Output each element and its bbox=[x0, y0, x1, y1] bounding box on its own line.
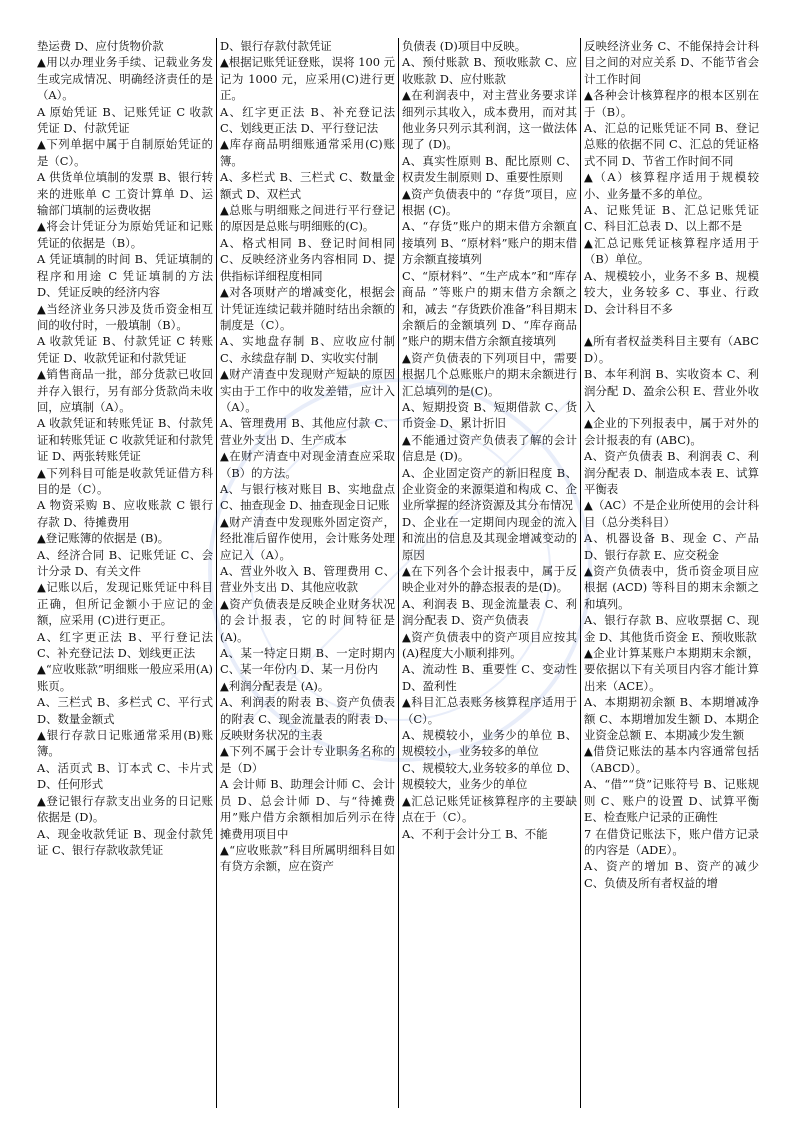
paragraph: A、短期投资 B、短期借款 C、货币资金 D、累计折旧 bbox=[402, 399, 577, 431]
paragraph: A、机器设备 B、现金 C、产品 D、银行存款 E、应交税金 bbox=[584, 531, 759, 562]
paragraph: D、企业在一定期间内现金的流入和流出的信息及其现金增减变动的原因 bbox=[402, 514, 577, 562]
paragraph: A、三栏式 B、多栏式 C、平行式 D、数量金额式 bbox=[37, 695, 213, 726]
paragraph: ▲下列不属于会计专业职务名称的是（D） bbox=[220, 744, 395, 775]
paragraph: ▲资产负债表的下列项目中，需要根据几个总账账户的期末余额进行汇总填列的是(C)。 bbox=[402, 350, 577, 398]
paragraph: ▲用以办理业务手续、记载业务发生或完成情况、明确经济责任的是（A）。 bbox=[37, 55, 213, 103]
paragraph: ▲不能通过资产负债表了解的会计信息是 (D)。 bbox=[402, 432, 577, 464]
paragraph: ▲各种会计核算程序的根本区别在于（B）。 bbox=[584, 88, 759, 119]
paragraph: ▲资产负债表中，货币资金项目应根据 (ACD) 等科目的期末余额之和填列。 bbox=[584, 564, 759, 611]
paragraph: ▲科目汇总表账务核算程序适用于（C）。 bbox=[402, 695, 577, 726]
paragraph: ▲记账以后，发现记账凭证中科目正确，但所记金额小于应记的金额，应采用 (C)进行更正。 bbox=[37, 580, 213, 628]
paragraph: A、与银行核对账目 B、实地盘点 C、抽查现金 D、抽查现金日记账 bbox=[220, 481, 395, 513]
paragraph: ▲总账与明细账之间进行平行登记的原因是总账与明细账的(C)。 bbox=[220, 203, 395, 234]
paragraph: A、企业固定资产的新旧程度 B、企业资金的来源渠道和构成 C、企业所掌握的经济资源及其分布情况 bbox=[402, 465, 577, 513]
paragraph: A、格式相同 B、登记时间相同 C、反映经济业务内容相同 D、提供指标详细程度相同 bbox=[220, 235, 395, 283]
paragraph: 7 在借贷记账法下，账户借方记录的内容是（ADE）。 bbox=[584, 826, 759, 857]
paragraph: A 物资采购 B、应收账款 C 银行存款 D、待摊费用 bbox=[37, 498, 213, 529]
paragraph: ▲登记账簿的依据是 (B)。 bbox=[37, 531, 170, 546]
paragraph: A、预付账款 B、预收账款 C、应收账款 D、应付账款 bbox=[402, 55, 577, 86]
paragraph bbox=[584, 317, 759, 333]
paragraph: A、“存货”账户的期末借方余额直接填列 B、“原材料”账户的期末借方余额直接填列 bbox=[402, 219, 577, 267]
text-column-3 bbox=[398, 38, 580, 1108]
paragraph: A 原始凭证 B、记账凭证 C 收款凭证 D、付款凭证 bbox=[37, 104, 213, 136]
paragraph: A、不利于会计分工 B、不能 bbox=[402, 826, 548, 841]
paragraph: ▲资产负债表中的 “存货”项目，应根据 (C)。 bbox=[402, 186, 577, 218]
paragraph: ▲（AC）不是企业所使用的会计科目（总分类科目） bbox=[584, 498, 759, 529]
paragraph: A、本期期初余额 B、本期增减净额 C、本期增加发生额 D、本期企业资金总额 E、本期减少发生额 bbox=[584, 695, 759, 743]
paragraph: ▲财产清查中发现账外固定资产，经批准后留作使用，会计账务处理应记入（A）。 bbox=[220, 514, 395, 562]
paragraph: ▲企业的下列报表中，属于对外的会计报表的有 (ABC)。 bbox=[584, 416, 759, 447]
paragraph: A、利润表 B、现金流量表 C、利润分配表 D、资产负债表 bbox=[402, 596, 577, 628]
paragraph: C、规模较大,业务较多的单位 D、规模较大，业务少的单位 bbox=[402, 760, 577, 792]
paragraph: A、“借”“贷”记账符号 B、记账规则 C、账户的设置 D、试算平衡 E、检查账户记录的正确性 bbox=[584, 777, 759, 825]
paragraph: A、真实性原则 B、配比原则 C、权责发生制原则 D、重要性原则 bbox=[402, 153, 577, 185]
paragraph: A、现金收款凭证 B、现金付款凭证 C、银行存款收款凭证 bbox=[37, 826, 213, 857]
paragraph: 负债表 (D)项目中反映。 bbox=[402, 39, 527, 53]
paragraph: ▲在利润表中，对主营业务要求详细列示其收入，成本费用，而对其他业务只列示其利润，这一做法体现了 (D)。 bbox=[402, 88, 577, 152]
paragraph: A、记账凭证 B、汇总记账凭证 C、科目汇总表 D、以上都不是 bbox=[584, 203, 759, 234]
paragraph: ▲根据记账凭证登账，误将 100 元记为 1000 元，应采用(C)进行更正。 bbox=[220, 55, 395, 103]
paragraph: ▲“应收账款”明细账一般应采用(A)账页。 bbox=[37, 662, 213, 693]
paragraph: D、银行存款付款凭证 bbox=[220, 39, 332, 53]
paragraph: A、利润表的附表 B、资产负债表的附表 C、现金流量表的附表 D、反映财务状况的主表 bbox=[220, 695, 395, 743]
paragraph: A、银行存款 B、应收票据 C、现金 D、其他货币资金 E、预收账款 bbox=[584, 613, 759, 644]
paragraph: ▲销售商品一批，部分货款已收回并存入银行，另有部分货款尚未收回，应填制（A）。 bbox=[37, 367, 213, 414]
paragraph: A 供货单位填制的发票 B、银行转来的进账单 C 工资计算单 D、运输部门填制的运费收据 bbox=[37, 170, 213, 218]
text-columns bbox=[34, 38, 762, 1108]
paragraph: C、“原材料”、“生产成本”和“库存商品 ”等账户的期末借方余额之和，减去 “存货跌价准备”科目期末余额后的金额填列 D、“库存商品 ”账户的期末借方余额直接填列 bbox=[402, 268, 577, 349]
paragraph: A、多栏式 B、三栏式 C、数量金额式 D、双栏式 bbox=[220, 170, 395, 201]
paragraph: ▲登记银行存款支出业务的日记账依据是 (D)。 bbox=[37, 793, 213, 825]
paragraph: A 收款凭证 B、付款凭证 C 转账凭证 D、收款凭证和付款凭证 bbox=[37, 334, 213, 365]
paragraph: ▲利润分配表是 (A)。 bbox=[220, 678, 330, 693]
paragraph: ▲“应收账款”科目所属明细科目如有贷方余额，应在资产 bbox=[220, 842, 395, 874]
text-column-2 bbox=[216, 38, 398, 1108]
paragraph: A、活页式 B、订本式 C、卡片式 D、任何形式 bbox=[37, 760, 213, 792]
paragraph: ▲将会计凭证分为原始凭证和记账凭证的依据是（B）。 bbox=[37, 219, 213, 250]
paragraph: A、实地盘存制 B、应收应付制 C、永续盘存制 D、实收实付制 bbox=[220, 334, 395, 365]
paragraph: ▲银行存款日记账通常采用(B)账簿。 bbox=[37, 728, 213, 759]
paragraph: B、本年利润 B、实收资本 C、利润分配 D、盈余公积 E、营业外收入 bbox=[584, 367, 759, 414]
paragraph: A、流动性 B、重要性 C、变动性 D、盈利性 bbox=[402, 662, 577, 693]
paragraph: A、汇总的记账凭证不同 B、登记总账的依据不同 C、汇总的凭证格式不同 D、节省工作时间不同 bbox=[584, 121, 759, 168]
paragraph: ▲汇总记账凭证核算程序的主要缺点在于（C）。 bbox=[402, 793, 577, 825]
paragraph: ▲企业计算某账户本期期末余额，要依据以下有关项目内容才能计算出来（ACE）。 bbox=[584, 646, 759, 693]
paragraph: ▲库存商品明细账通常采用(C)账簿。 bbox=[220, 137, 395, 168]
paragraph: A 收款凭证和转账凭证 B、付款凭证和转账凭证 C 收款凭证和付款凭证 D、两张转账凭证 bbox=[37, 416, 213, 464]
paragraph: A、红字更正法 B、补充登记法 C、划线更正法 D、平行登记法 bbox=[220, 104, 395, 136]
text-column-4 bbox=[580, 38, 762, 1108]
paragraph: A、资产负债表 B、利润表 C、利润分配表 D、制造成本表 E、试算平衡表 bbox=[584, 449, 759, 496]
paragraph: A 会计师 B、助理会计师 C、会计员 D、总会计师 D、与“待摊费用”账户借方余额相加后列示在待摊费用项目中 bbox=[220, 777, 395, 841]
paragraph: ▲在财产清查中对现金清查应采取（B）的方法。 bbox=[220, 449, 395, 480]
paragraph: 反映经济业务 C、不能保持会计科目之间的对应关系 D、不能节省会计工作时间 bbox=[584, 39, 759, 86]
paragraph: A、营业外收入 B、管理费用 C、营业外支出 D、其他应收款 bbox=[220, 564, 395, 595]
paragraph: ▲资产负债表是反映企业财务状况的会计报表，它的时间特征是(A)。 bbox=[220, 596, 395, 644]
paragraph: A 凭证填制的时间 B、凭证填制的程序和用途 C 凭证填制的方法 D、凭证反映的经济内容 bbox=[37, 252, 213, 300]
paragraph: 垫运费 D、应付货物价款 bbox=[37, 39, 164, 53]
paragraph: ▲下列单据中属于自制原始凭证的是（C）。 bbox=[37, 137, 213, 168]
paragraph: ▲所有者权益类科目主要有（ABCD）。 bbox=[584, 334, 759, 365]
paragraph: A、管理费用 B、其他应付款 C、营业外支出 D、生产成本 bbox=[220, 416, 395, 447]
paragraph: ▲（A）核算程序适用于规模较小、业务量不多的单位。 bbox=[584, 170, 759, 201]
paragraph: A、经济合同 B、记账凭证 C、会计分录 D、有关文件 bbox=[37, 547, 213, 578]
paragraph: ▲资产负债表中的资产项目应按其(A)程度大小顺利排列。 bbox=[402, 629, 577, 661]
paragraph: ▲汇总记账凭证核算程序适用于（B）单位。 bbox=[584, 235, 759, 267]
paragraph: ▲在下列各个会计报表中，属于反映企业对外的静态报表的是(D)。 bbox=[402, 564, 577, 595]
paragraph: ▲下列科目可能是收款凭证借方科目的是（C）。 bbox=[37, 465, 213, 496]
paragraph: A、资产的增加 B、资产的减少 C、负债及所有者权益的增 bbox=[584, 859, 759, 890]
paragraph: A、规模较小，业务少的单位 B、规模较小，业务较多的单位 bbox=[402, 728, 577, 759]
paragraph: ▲借贷记账法的基本内容通常包括（ABCD）。 bbox=[584, 744, 759, 775]
paragraph: ▲对各项财产的增减变化，根据会计凭证连续记载并随时结出余额的制度是（C）。 bbox=[220, 285, 395, 332]
paragraph: A、规模较小，业务不多 B、规模较大，业务较多 C、事业、行政 D、会计科目不多 bbox=[584, 268, 759, 316]
paragraph: ▲当经济业务只涉及货币资金相互间的收付时，一般填制（B）。 bbox=[37, 301, 213, 332]
paragraph: A、某一特定日期 B、一定时期内 C、某一年份内 D、某一月份内 bbox=[220, 646, 395, 677]
text-column-1 bbox=[34, 38, 216, 1108]
paragraph: A、红字更正法 B、平行登记法 C、补充登记法 D、划线更正法 bbox=[37, 629, 213, 661]
paragraph: ▲财产清查中发现财产短缺的原因实由于工作中的收发差错，应计入（A）。 bbox=[220, 367, 395, 414]
